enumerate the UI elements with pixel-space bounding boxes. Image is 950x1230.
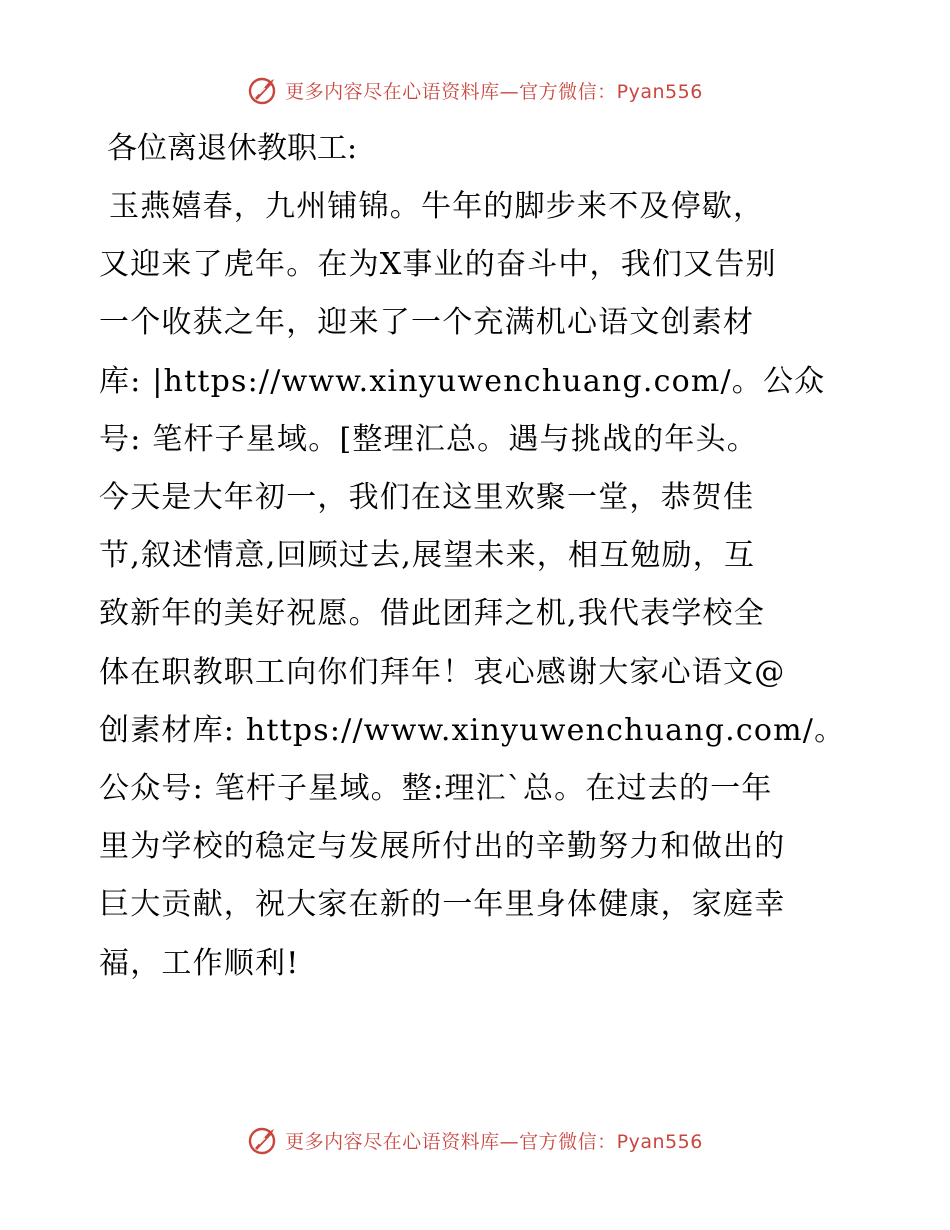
banner-text: 更多内容尽在心语资料库—官方微信：Pyan556 [285, 80, 703, 103]
quill-pen-logo-icon [247, 74, 279, 106]
paragraph-line: 体在职教职工向你们拜年！衷心感谢大家心语文@ [99, 654, 786, 690]
paragraph-line: 又迎来了虎年。在为X事业的奋斗中，我们又告别 [99, 247, 777, 283]
paragraph-line: 一个收获之年，迎来了一个充满机心语文创素材 [99, 305, 755, 341]
paragraph-line: 今天是大年初一，我们在这里欢聚一堂，恭贺佳 [99, 480, 755, 516]
paragraph-line: 公众号: 笔杆子星域。整:理汇`总。在过去的一年 [99, 771, 773, 807]
salutation: 各位离退休教职工: [107, 131, 358, 166]
paragraph-line: 福，工作顺利! [99, 945, 300, 981]
paragraph-line: 里为学校的稳定与发展所付出的辛勤努力和做出的 [99, 829, 786, 865]
letter-body [99, 120, 849, 993]
footer-banner [0, 1120, 950, 1160]
paragraph-line: 致新年的美好祝愿。借此团拜之机,我代表学校全 [99, 596, 765, 632]
wechat-id: Pyan556 [616, 1130, 703, 1153]
header-banner [0, 70, 950, 110]
paragraph-line: 创素材库: https://www.xinyuwenchuang.com/。 [99, 712, 846, 748]
paragraph-line: 节,叙述情意,回顾过去,展望未来，相互勉励，互 [99, 538, 756, 574]
paragraph-line: 玉燕嬉春，九州铺锦。牛年的脚步来不及停歇， [109, 189, 765, 224]
paragraph-line: 号: 笔杆子星域。[整理汇总。遇与挑战的年头。 [99, 421, 758, 457]
quill-pen-logo-icon [247, 1124, 279, 1156]
paragraph-line: 库: |https://www.xinyuwenchuang.com/。公众 [99, 363, 826, 399]
wechat-id: Pyan556 [616, 80, 703, 103]
paragraph-line: 巨大贡献，祝大家在新的一年里身体健康，家庭幸 [99, 887, 786, 923]
banner-text: 更多内容尽在心语资料库—官方微信：Pyan556 [285, 1130, 703, 1153]
